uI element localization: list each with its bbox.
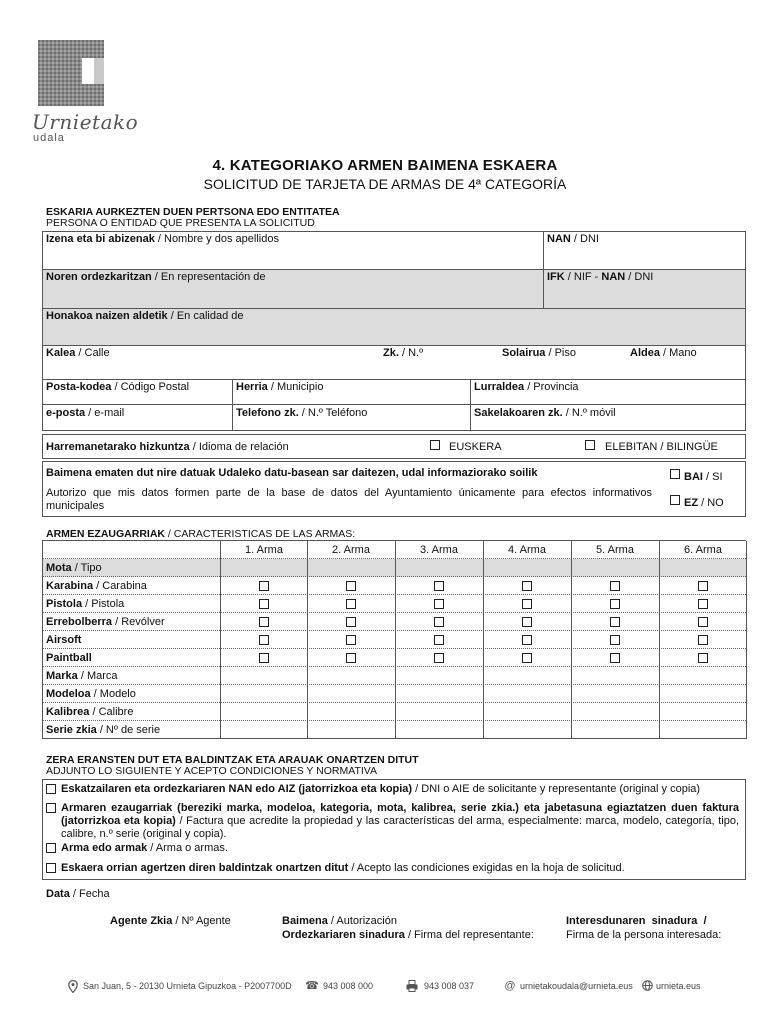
- arms-column-divider: [746, 541, 747, 739]
- arms-table-bottom: [42, 738, 746, 739]
- arms-header-row: [42, 541, 746, 559]
- arm-type-checkbox[interactable]: [610, 599, 620, 609]
- euskera-checkbox[interactable]: [430, 440, 440, 450]
- arms-column-header: 2. Arma: [332, 544, 370, 556]
- arm-detail-input[interactable]: [571, 685, 659, 703]
- bilingual-checkbox[interactable]: [585, 440, 595, 450]
- arm-type-checkbox[interactable]: [698, 599, 708, 609]
- arms-column-divider: [307, 541, 308, 739]
- consent-no-checkbox[interactable]: [670, 495, 680, 505]
- arms-detail-3-label: Serie zkia / Nº de serie: [46, 724, 161, 736]
- arm-type-checkbox[interactable]: [522, 617, 532, 627]
- attach-dni-text: Eskatzailaren eta ordezkariaren NAN edo AIZ (jatorrizkoa eta kopia) / DNI o AIE de solicitante y representante (original y copia): [61, 783, 701, 795]
- name-field[interactable]: Izena eta bi abizenak / Nombre y dos apellidos: [46, 233, 279, 245]
- arms-heading: ARMEN EZAUGARRIAK / CARACTERISTICAS DE LAS ARMAS:: [46, 528, 356, 540]
- arm-detail-input[interactable]: [395, 667, 483, 685]
- arm-detail-input[interactable]: [483, 667, 571, 685]
- arms-detail-2-label: Kalibrea / Calibre: [46, 706, 134, 718]
- arm-detail-input[interactable]: [571, 721, 659, 739]
- arm-detail-input[interactable]: [483, 703, 571, 721]
- arms-column-header: 1. Arma: [245, 544, 283, 556]
- bilingual-label: ELEBITAN / BILINGÜE: [605, 441, 718, 453]
- consent-basque: Baimena ematen dut nire datuak Udaleko datu-basean sar daitezen, udal informaziorako soilik: [46, 467, 538, 479]
- attach-dni-checkbox[interactable]: [46, 784, 56, 794]
- arm-detail-input[interactable]: [659, 703, 747, 721]
- logo-mark: [38, 40, 104, 106]
- arm-type-checkbox[interactable]: [346, 617, 356, 627]
- arm-type-checkbox[interactable]: [522, 581, 532, 591]
- arm-type-checkbox[interactable]: [434, 599, 444, 609]
- dni-field[interactable]: NAN / DNI: [547, 233, 599, 245]
- arm-type-checkbox[interactable]: [434, 635, 444, 645]
- phone-field[interactable]: Telefono zk. / N.º Teléfono: [236, 407, 368, 419]
- applicant-heading: ESKARIA AURKEZTEN DUEN PERTSONA EDO ENTITATEA PERSONA O ENTIDAD QUE PRESENTA LA SOLICITUD: [46, 206, 340, 229]
- arm-type-checkbox[interactable]: [522, 599, 532, 609]
- arm-type-checkbox[interactable]: [259, 653, 269, 663]
- date-field[interactable]: Data / Fecha: [46, 888, 110, 900]
- fax-icon: [406, 980, 418, 992]
- arm-detail-input[interactable]: [659, 667, 747, 685]
- arm-detail-input[interactable]: [220, 667, 308, 685]
- attach-invoice-text: Armaren ezaugarriak (bereziki marka, modeloa, kategoria, mota, kalibrea, serie zkia.) eta jabetasuna egiaztatzen duen faktura (jatorrizkoa eta kopia) / Factura que acredite la propiedad y las características del arma, especialmente: marca, modelo, categoría, tipo, calibre, n.º serie (original y copia).: [61, 802, 739, 840]
- arm-type-checkbox[interactable]: [434, 617, 444, 627]
- globe-icon: [641, 980, 653, 992]
- interested-signature-es: Firma de la persona interesada:: [566, 929, 722, 941]
- arm-type-checkbox[interactable]: [434, 581, 444, 591]
- arms-column-divider: [483, 541, 484, 739]
- consent-no-label: EZ / NO: [684, 497, 724, 509]
- arm-type-checkbox[interactable]: [610, 653, 620, 663]
- arm-type-checkbox[interactable]: [610, 581, 620, 591]
- authorization-field[interactable]: Baimena / Autorización: [282, 915, 397, 927]
- arm-type-checkbox[interactable]: [259, 581, 269, 591]
- title-spanish: SOLICITUD DE TARJETA DE ARMAS DE 4ª CATEGORÍA: [203, 176, 567, 192]
- arm-type-checkbox[interactable]: [346, 635, 356, 645]
- attach-invoice-checkbox[interactable]: [46, 803, 56, 813]
- logo-name: Urnietako: [32, 110, 139, 134]
- interested-signature-eu[interactable]: Interesdunaren sinadura /: [566, 915, 707, 927]
- arm-detail-input[interactable]: [307, 721, 395, 739]
- arms-column-header: 4. Arma: [508, 544, 546, 556]
- attach-arms-checkbox[interactable]: [46, 843, 56, 853]
- arm-detail-input[interactable]: [307, 703, 395, 721]
- attach-arms-text: Arma edo armak / Arma o armas.: [61, 842, 228, 854]
- arm-type-checkbox[interactable]: [698, 653, 708, 663]
- side-field[interactable]: Aldea / Mano: [630, 347, 697, 359]
- arm-type-checkbox[interactable]: [522, 653, 532, 663]
- arm-detail-input[interactable]: [395, 703, 483, 721]
- arm-type-checkbox[interactable]: [610, 635, 620, 645]
- arms-column-divider: [220, 541, 221, 739]
- arms-type-0: [42, 577, 746, 595]
- arms-type-1-label: Pistola / Pistola: [46, 598, 125, 610]
- arms-detail-3: [42, 721, 746, 739]
- arms-column-header: 3. Arma: [420, 544, 458, 556]
- arm-detail-input[interactable]: [659, 685, 747, 703]
- town-field[interactable]: Herria / Municipio: [236, 381, 324, 393]
- arm-type-checkbox[interactable]: [346, 653, 356, 663]
- floor-field[interactable]: Solairua / Piso: [502, 347, 576, 359]
- arms-type-row: [42, 559, 746, 577]
- arms-column-divider: [42, 541, 43, 739]
- footer-address: San Juan, 5 - 20130 Urnieta Gipuzkoa - P2007700D: [83, 981, 292, 991]
- street-field[interactable]: Kalea / Calle: [46, 347, 110, 359]
- arms-column-divider: [571, 541, 572, 739]
- title-basque: 4. KATEGORIAKO ARMEN BAIMENA ESKAERA: [212, 157, 558, 174]
- representative-signature[interactable]: Ordezkariaren sinadura / Firma del representante:: [282, 929, 534, 941]
- euskera-label: EUSKERA: [449, 441, 502, 453]
- arm-type-checkbox[interactable]: [346, 599, 356, 609]
- province-field[interactable]: Lurraldea / Provincia: [474, 381, 579, 393]
- arm-type-checkbox[interactable]: [434, 653, 444, 663]
- arm-type-checkbox[interactable]: [698, 635, 708, 645]
- arm-detail-input[interactable]: [483, 685, 571, 703]
- arm-detail-input[interactable]: [220, 685, 308, 703]
- footer-phone: 943 008 000: [323, 981, 374, 991]
- arms-type-2-label: Errebolberra / Revólver: [46, 616, 165, 628]
- arm-type-checkbox[interactable]: [259, 635, 269, 645]
- arms-table: [42, 541, 746, 741]
- arms-type-3: [42, 631, 746, 649]
- arm-detail-input[interactable]: [571, 667, 659, 685]
- nif-field[interactable]: IFK / NIF - NAN / DNI: [547, 271, 654, 283]
- language-label: Harremanetarako hizkuntza / Idioma de relación: [46, 441, 289, 453]
- representation-field[interactable]: Noren ordezkaritzan / En representación de: [46, 271, 266, 283]
- arms-type-4: [42, 649, 746, 667]
- arm-detail-input[interactable]: [220, 703, 308, 721]
- arms-column-header: 6. Arma: [684, 544, 722, 556]
- arm-detail-input[interactable]: [307, 685, 395, 703]
- arms-type-2: [42, 613, 746, 631]
- footer-email[interactable]: urnietakoudala@urnieta.eus: [520, 981, 633, 991]
- arm-type-checkbox[interactable]: [259, 617, 269, 627]
- arm-type-checkbox[interactable]: [259, 599, 269, 609]
- footer-fax: 943 008 037: [424, 981, 475, 991]
- location-pin-icon: [67, 980, 79, 992]
- arms-detail-1-label: Modeloa / Modelo: [46, 688, 136, 700]
- arms-column-divider: [395, 541, 396, 739]
- attach-conditions-checkbox[interactable]: [46, 863, 56, 873]
- arm-detail-input[interactable]: [220, 721, 308, 739]
- arms-type-3-label: Airsoft: [46, 634, 82, 646]
- mobile-field[interactable]: Sakelakoaren zk. / N.º móvil: [474, 407, 616, 419]
- arm-type-checkbox[interactable]: [522, 635, 532, 645]
- capacity-field[interactable]: Honakoa naizen aldetik / En calidad de: [46, 310, 244, 322]
- arm-detail-input[interactable]: [395, 685, 483, 703]
- arms-type-1: [42, 595, 746, 613]
- arm-type-checkbox[interactable]: [346, 581, 356, 591]
- arm-detail-input[interactable]: [307, 667, 395, 685]
- arms-column-header: 5. Arma: [596, 544, 634, 556]
- logo-subtitle: udala: [33, 132, 65, 144]
- consent-yes-label: BAI / SI: [684, 471, 723, 483]
- arms-type-4-label: Paintball: [46, 652, 92, 664]
- email-field[interactable]: e-posta / e-mail: [46, 407, 125, 419]
- attachments-heading: ZERA ERANSTEN DUT ETA BALDINTZAK ETA ARAUAK ONARTZEN DITUT ADJUNTO LO SIGUIENTE Y ACEPTO CONDICIONES Y NORMATIVA: [46, 754, 419, 777]
- arm-type-checkbox[interactable]: [698, 581, 708, 591]
- arms-detail-0-label: Marka / Marca: [46, 670, 118, 682]
- arm-type-checkbox[interactable]: [698, 617, 708, 627]
- arms-column-divider: [659, 541, 660, 739]
- arms-type-row-label: Mota / Tipo: [46, 562, 102, 574]
- arms-detail-2: [42, 703, 746, 721]
- phone-icon: ☎: [305, 980, 319, 992]
- consent-yes-checkbox[interactable]: [670, 469, 680, 479]
- number-field[interactable]: Zk. / N.º: [383, 347, 424, 359]
- consent-spanish: Autorizo que mis datos formen parte de la base de datos del Ayuntamiento únicamente para efectos informativos municipales: [46, 487, 652, 512]
- attachments-box: [42, 779, 746, 880]
- arm-detail-input[interactable]: [659, 721, 747, 739]
- attach-conditions-text: Eskaera orrian agertzen diren baldintzak onartzen ditut / Acepto las condiciones exigidas en la hoja de solicitud.: [61, 862, 625, 874]
- footer-web[interactable]: urnieta.eus: [656, 981, 701, 991]
- agent-field[interactable]: Agente Zkia / Nº Agente: [110, 915, 231, 927]
- at-icon: @: [504, 980, 516, 992]
- zip-field[interactable]: Posta-kodea / Código Postal: [46, 381, 190, 393]
- arms-type-0-label: Karabina / Carabina: [46, 580, 147, 592]
- arm-detail-input[interactable]: [483, 721, 571, 739]
- arms-detail-0: [42, 667, 746, 685]
- arms-detail-1: [42, 685, 746, 703]
- arm-type-checkbox[interactable]: [610, 617, 620, 627]
- arm-detail-input[interactable]: [395, 721, 483, 739]
- arm-detail-input[interactable]: [571, 703, 659, 721]
